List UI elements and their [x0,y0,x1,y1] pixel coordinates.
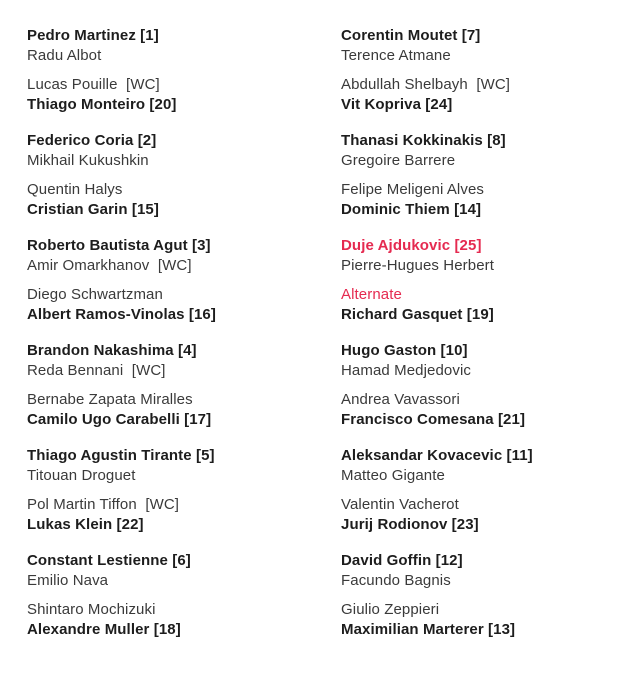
match-pair [27,600,341,640]
player-row: Thiago Monteiro [20] [27,96,177,113]
match-pair [27,551,341,591]
draw-section [27,341,341,430]
match-pair [341,341,636,381]
player-row: Vit Kopriva [24] [341,96,453,113]
player-row: Duje Ajdukovic [25] [341,237,482,254]
draw-column-right [341,26,636,656]
match-pair [341,495,636,535]
match-pair [27,26,341,66]
player-row: Mikhail Kukushkin [27,152,149,169]
match-pair [27,285,341,325]
match-pair [27,390,341,430]
match-pair [27,236,341,276]
player-row: Matteo Gigante [341,467,445,484]
player-row: Jurij Rodionov [23] [341,516,479,533]
player-row: Hugo Gaston [10] [341,342,468,359]
player-row: Roberto Bautista Agut [3] [27,237,211,254]
draw-section [27,236,341,325]
draw-section [341,551,636,640]
player-row: Giulio Zeppieri [341,601,440,618]
player-row: Amir Omarkhanov [WC] [27,257,192,274]
draw-section [27,551,341,640]
player-row: Diego Schwartzman [27,286,163,303]
player-row: Hamad Medjedovic [341,362,471,379]
player-row: Lukas Klein [22] [27,516,144,533]
match-pair [341,446,636,486]
match-pair [27,131,341,171]
player-row: Abdullah Shelbayh [WC] [341,76,511,93]
player-row: Valentin Vacherot [341,496,459,513]
match-pair [341,180,636,220]
player-row: Pierre-Hugues Herbert [341,257,494,274]
match-pair [27,446,341,486]
player-row: Camilo Ugo Carabelli [17] [27,411,212,428]
player-row: Gregoire Barrere [341,152,456,169]
player-row: Richard Gasquet [19] [341,306,494,323]
match-pair [341,551,636,591]
player-row: David Goffin [12] [341,552,463,569]
draw-section [341,236,636,325]
player-row: Corentin Moutet [7] [341,27,481,44]
player-row: Alexandre Muller [18] [27,621,181,638]
player-row: Brandon Nakashima [4] [27,342,197,359]
player-row: Cristian Garin [15] [27,201,159,218]
player-row: Titouan Droguet [27,467,136,484]
draw-section [27,26,341,115]
match-pair [341,390,636,430]
player-row: Aleksandar Kovacevic [11] [341,447,533,464]
draw-section [341,341,636,430]
player-row: Andrea Vavassori [341,391,460,408]
player-row: Lucas Pouille [WC] [27,76,160,93]
draw-section [341,446,636,535]
match-pair [341,285,636,325]
match-pair [341,26,636,66]
player-row: Federico Coria [2] [27,132,157,149]
player-row: Quentin Halys [27,181,123,198]
player-row: Facundo Bagnis [341,572,451,589]
player-row: Francisco Comesana [21] [341,411,526,428]
player-row: Albert Ramos-Vinolas [16] [27,306,216,323]
draw-section [27,446,341,535]
match-pair [341,236,636,276]
player-row: Radu Albot [27,47,102,64]
player-row: Shintaro Mochizuki [27,601,156,618]
draw-section [27,131,341,220]
player-row: Felipe Meligeni Alves [341,181,485,198]
player-row: Thiago Agustin Tirante [5] [27,447,215,464]
draw-section [341,26,636,115]
match-pair [341,131,636,171]
match-pair [27,75,341,115]
player-row: Reda Bennani [WC] [27,362,166,379]
player-row: Pedro Martinez [1] [27,27,159,44]
player-row: Emilio Nava [27,572,109,589]
match-pair [27,495,341,535]
player-row: Maximilian Marterer [13] [341,621,516,638]
match-pair [27,180,341,220]
match-pair [341,600,636,640]
player-row: Bernabe Zapata Miralles [27,391,193,408]
match-pair [27,341,341,381]
player-row: Dominic Thiem [14] [341,201,482,218]
player-row: Terence Atmane [341,47,451,64]
player-row: Thanasi Kokkinakis [8] [341,132,506,149]
draw-section [341,131,636,220]
player-row: Constant Lestienne [6] [27,552,191,569]
draw-column-left [27,26,341,656]
player-row: Pol Martin Tiffon [WC] [27,496,180,513]
alternate-label: Alternate [341,286,402,303]
match-pair [341,75,636,115]
